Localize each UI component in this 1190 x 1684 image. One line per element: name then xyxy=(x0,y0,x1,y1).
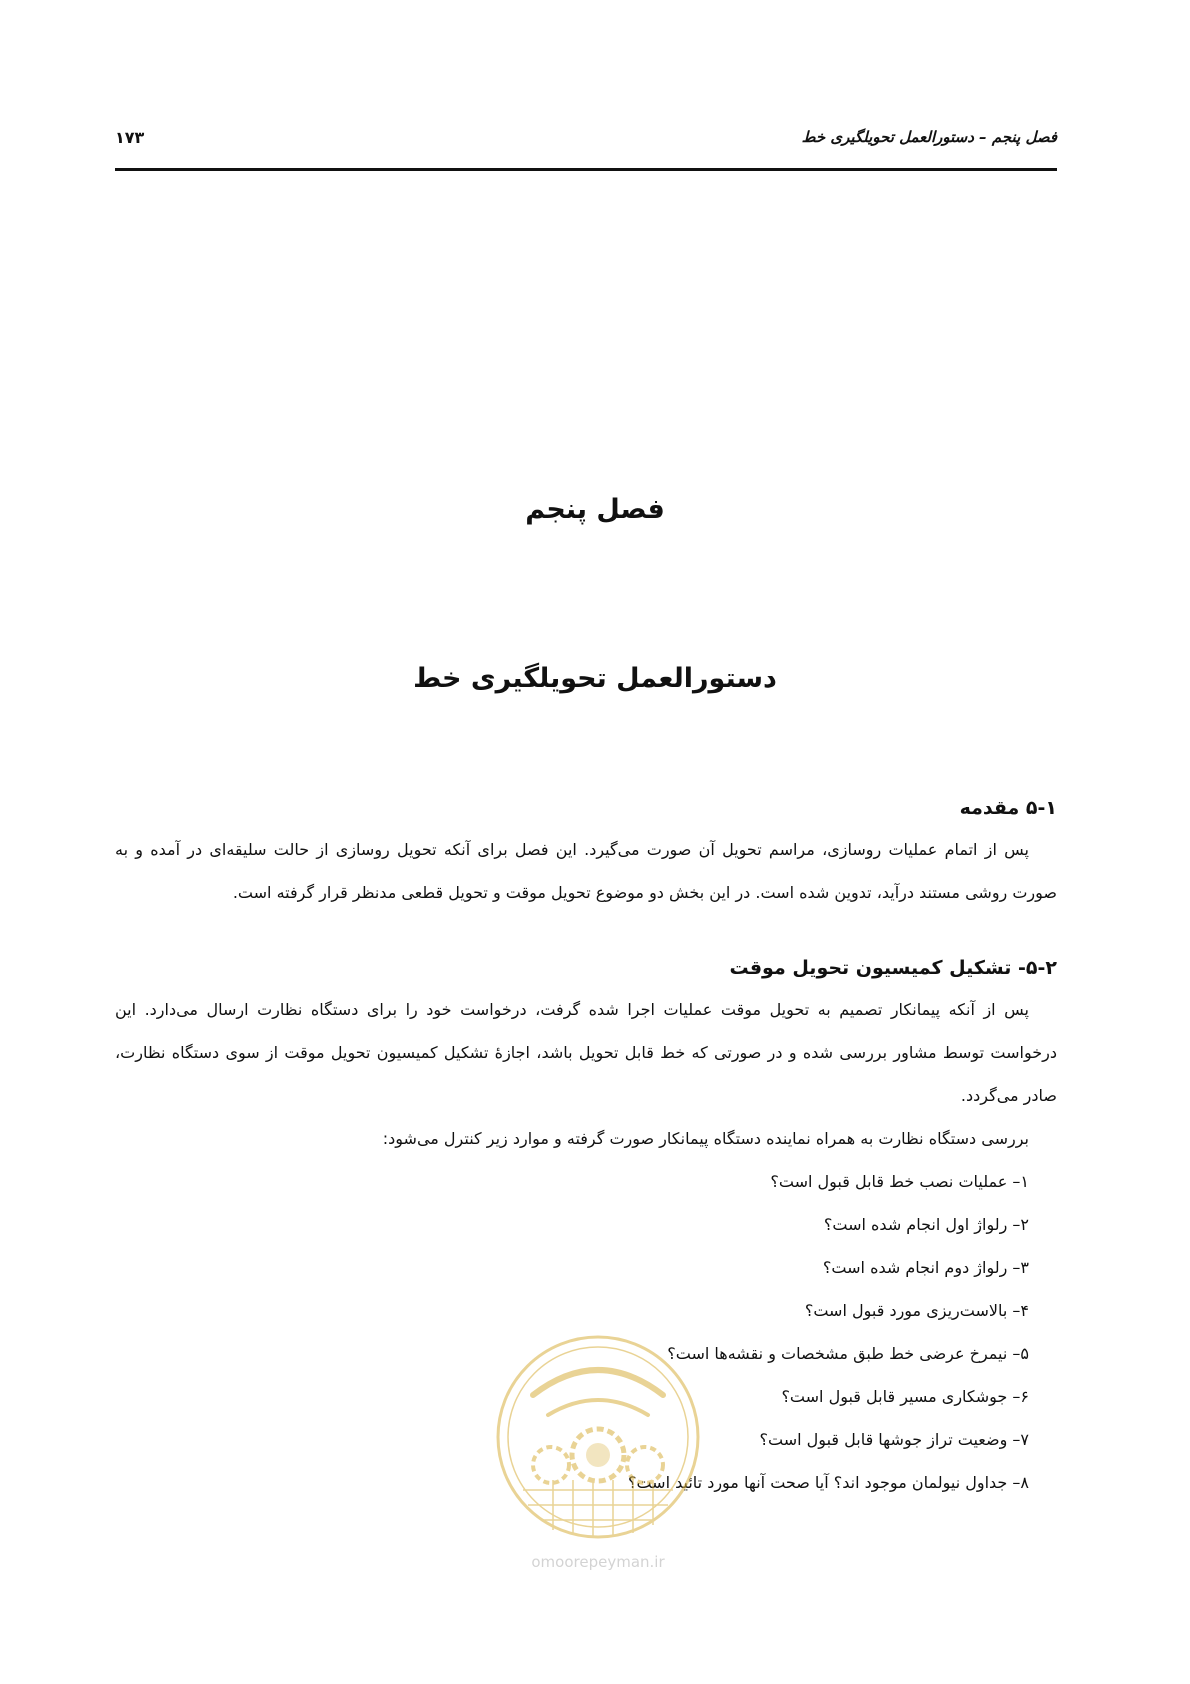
page-number: ۱۷۳ xyxy=(115,128,145,147)
chapter-title: دستورالعمل تحویلگیری خط xyxy=(413,663,777,694)
checklist-item: ۴– بالاست‌ریزی مورد قبول است؟ xyxy=(804,1301,1029,1320)
watermark-logo xyxy=(493,1325,703,1575)
header-rule xyxy=(115,168,1057,171)
section-heading-commission: ۵-۲- تشکیل کمیسیون تحویل موقت xyxy=(729,957,1057,979)
header-chapter-reference: فصل پنجم – دستورالعمل تحویلگیری خط xyxy=(801,128,1057,146)
checklist-item: ۶– جوشکاری مسیر قابل قبول است؟ xyxy=(781,1387,1029,1406)
checklist-item: ۷– وضعیت تراز جوشها قابل قبول است؟ xyxy=(759,1430,1029,1449)
checklist-item: ۲– رلواژ اول انجام شده است؟ xyxy=(823,1215,1029,1234)
introduction-paragraph: پس از اتمام عملیات روسازی، مراسم تحویل آن صورت می‌گیرد. این فصل برای آنکه تحویل روسازی از حالت سلیقه‌ای در آمده و به صورت روشی مستند درآید، تدوین شده است. در این بخش دو موضوع تحویل موقت و تحویل قطعی مدنظر قرار گرفته است. xyxy=(115,840,1057,902)
checklist-item: ۸– جداول نیولمان موجود اند؟ آیا صحت آنها مورد تائید است؟ xyxy=(627,1473,1029,1492)
checklist-intro: بررسی دستگاه نظارت به همراه نماینده دستگاه پیمانکار صورت گرفته و موارد زیر کنترل می‌شود: xyxy=(382,1129,1029,1148)
checklist-item: ۳– رلواژ دوم انجام شده است؟ xyxy=(822,1258,1029,1277)
checklist-item: ۱– عملیات نصب خط قابل قبول است؟ xyxy=(770,1172,1029,1191)
checklist-item: ۵– نیمرخ عرضی خط طبق مشخصات و نقشه‌ها است؟ xyxy=(667,1344,1029,1363)
section-heading-introduction: ۵-۱ مقدمه xyxy=(959,797,1057,819)
seal-icon xyxy=(493,1325,703,1550)
chapter-label: فصل پنجم xyxy=(525,494,665,525)
watermark-url: omoorepeyman.ir xyxy=(531,1553,665,1571)
commission-paragraph: پس از آنکه پیمانکار تصمیم به تحویل موقت عملیات اجرا شده گرفت، درخواست خود را برای دستگاه نظارت ارسال می‌دارد. این درخواست توسط مشاور بررسی شده و در صورتی که خط قابل تحویل باشد، اجازهٔ تشکیل کمیسیون تحویل موقت از سوی دستگاه نظارت، صادر می‌گردد. xyxy=(115,1000,1057,1105)
